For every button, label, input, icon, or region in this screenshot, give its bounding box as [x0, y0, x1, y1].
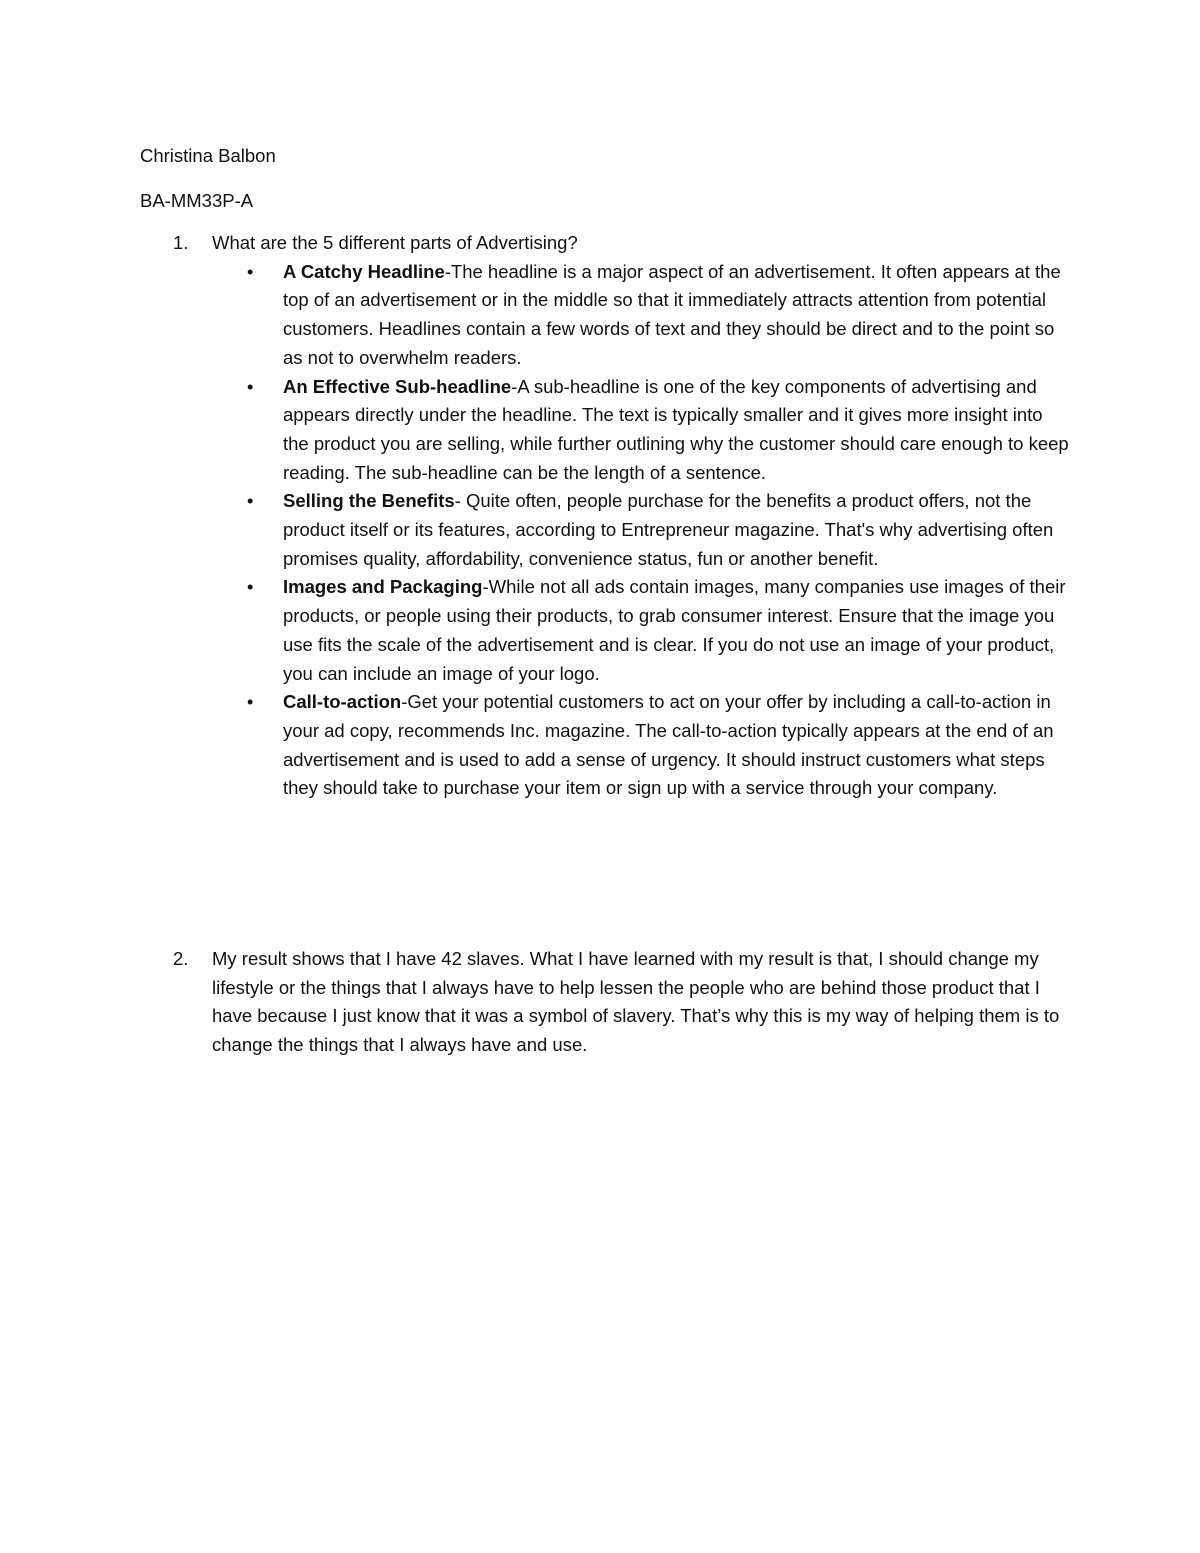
list-item-body: -The headline is a major aspect of an advertisement. It often appears at the top of an advertisement or in the middle so that it immediately attracts attention from potential customers. Headlines contain a few words of text and they should be direct and to the point so as not to overwhelm readers.	[283, 260, 1061, 368]
list-item	[247, 487, 1073, 573]
question-text: What are the 5 different parts of Advertising?	[212, 232, 578, 253]
list-item-term: Call-to-action	[283, 691, 402, 713]
question-2	[140, 945, 1070, 1060]
question-number: 1.	[173, 232, 189, 253]
bullet-icon: •	[247, 261, 254, 282]
list-item	[247, 373, 1073, 488]
list-item-term: Images and Packaging	[283, 576, 483, 598]
list-item-term: A Catchy Headline	[283, 260, 445, 282]
bullet-icon: •	[247, 692, 254, 713]
bullet-icon: •	[247, 491, 254, 512]
question-1	[140, 229, 1070, 803]
author-name: Christina Balbon	[140, 145, 276, 166]
bullet-icon: •	[247, 577, 254, 598]
list-item	[247, 573, 1073, 688]
question-number: 2.	[173, 948, 189, 969]
advertising-parts-list	[140, 258, 1070, 803]
list-item-body: -A sub-headline is one of the key components of advertising and appears directly under the headline. The text is typically smaller and it gives more insight into the product you are selling, while further outlining why the customer should care enough to keep reading. The sub-headline can be the length of a sentence.	[283, 375, 1069, 483]
list-item-body: -While not all ads contain images, many companies use images of their products, or people using their products, to grab consumer interest. Ensure that the image you use fits the scale of the advertisement and is clear. If you do not use an image of your product, you can include an image of your logo.	[283, 576, 1066, 684]
list-item	[247, 258, 1073, 373]
list-item-body: -Get your potential customers to act on your offer by including a call-to-action in your ad copy, recommends Inc. magazine. The call-to-action typically appears at the end of an advertisement and is used to add a sense of urgency. It should instruct customers what steps they should take to purchase your item or sign up with a service through your company.	[283, 691, 1054, 799]
list-item-term: An Effective Sub-headline	[283, 375, 512, 397]
course-code: BA-MM33P-A	[140, 190, 254, 211]
list-item-term: Selling the Benefits	[283, 490, 455, 512]
list-item	[247, 688, 1073, 803]
bullet-icon: •	[247, 376, 254, 397]
answer-text: My result shows that I have 42 slaves. What I have learned with my result is that, I should change my lifestyle or the things that I always have to help lessen the people who are behind those product that I have because I just know that it was a symbol of slavery. That’s why this is my way of helping them is to change the things that I always have and use.	[212, 948, 1060, 1056]
list-item-body: - Quite often, people purchase for the benefits a product offers, not the product itself or its features, according to Entrepreneur magazine. That's why advertising often promises quality, affordability, convenience status, fun or another benefit.	[283, 490, 1054, 569]
